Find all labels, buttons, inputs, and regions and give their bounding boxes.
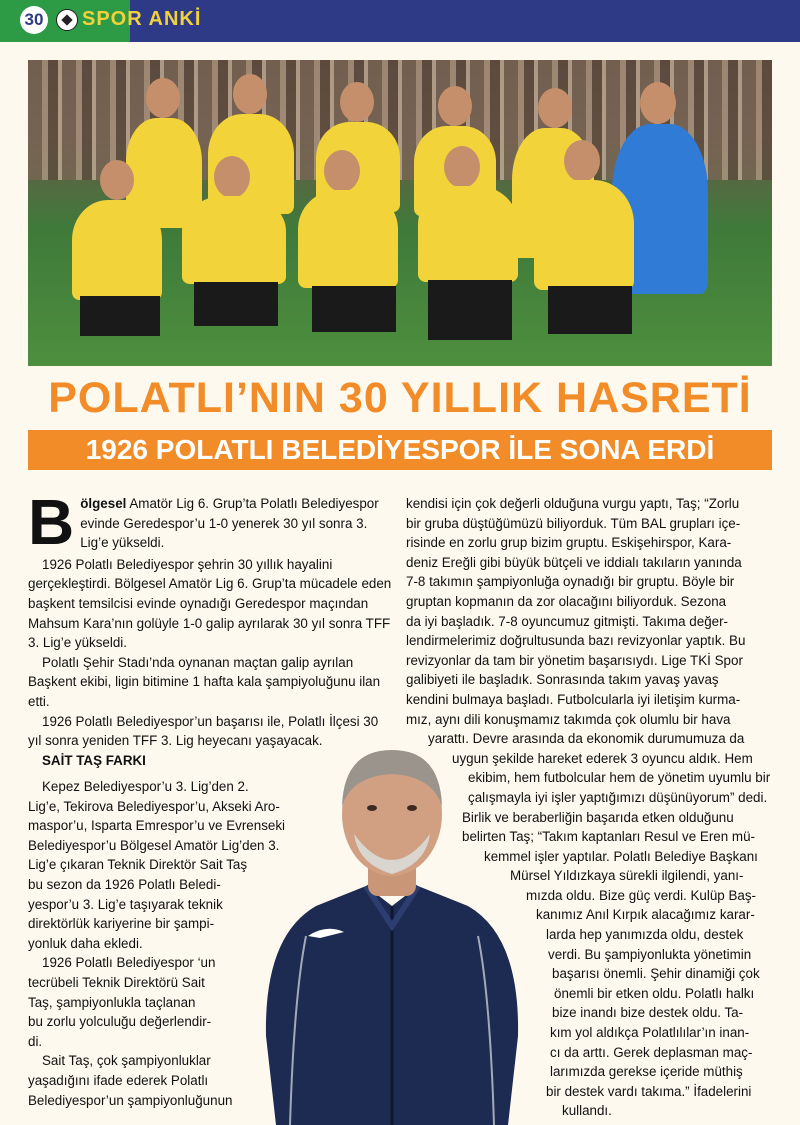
text-line: kım yol aldıkça Polatlılılar’ın inan- [550, 1025, 750, 1041]
text-line: di. [28, 1033, 43, 1049]
text-line: da iyi başladık. 7-8 oyuncumuz gitmişti. Takıma değer- [406, 613, 729, 629]
text-line: mız, aynı dili konuşmamız takımda çok olumlu bir hava [406, 711, 731, 727]
player-head [146, 78, 180, 118]
text-line: tecrübeli Teknik Direktörü Sait [28, 974, 205, 990]
text-line: bu zorlu yolculuğu değerlendir- [28, 1014, 212, 1030]
football-icon [56, 9, 78, 31]
text-line: kanımız Anıl Kırpık alacağımız karar- [536, 907, 755, 923]
text-line: revizyonlar da tam bir yönetim başarısıydı. Lige TKİ Spor [406, 652, 743, 668]
text-line: risinde en zorlu grup bizim gruptu. Eskişehirspor, Kara- [406, 535, 732, 551]
intro-paragraph [28, 486, 392, 558]
coach-photo [246, 736, 538, 1125]
shorts [312, 286, 396, 332]
page-number: 30 [20, 6, 48, 34]
text-line: bir destek vardı takıma.” İfadelerini [546, 1083, 752, 1099]
text-line: önemli bir etken oldu. Polatlı halkı [554, 985, 755, 1001]
paragraph: Polatlı Şehir Stadı’nda oynanan maçtan galip ayrılan Başkent ekibi, ligin bitimine 1 hafta kala şampiyoluğunu ilan etti. [28, 654, 381, 709]
text-line: direktörlük kariyerine bir şampi- [28, 916, 215, 932]
intro-text: Amatör Lig 6. Grup’ta Polatlı Belediyespor evinde Geredespor’u 1-0 yenerek 30 yıl sonra 3. Lig’e yükseldi. [80, 496, 379, 551]
subheading: SAİT TAŞ FARKI [42, 752, 146, 768]
text-line: bu sezon da 1926 Polatlı Beledi- [28, 876, 221, 892]
text-line: larımızda gerekse içeride müthiş [550, 1064, 743, 1080]
text-line: Kepez Belediyespor’u 3. Lig’den 2. [42, 779, 249, 794]
shorts [80, 296, 160, 336]
text-line: başarısı önemli. Şehir dinamiği çok [552, 966, 760, 982]
text-line: Mürsel Yıldızkaya sürekli ilgilendi, yanı- [510, 868, 744, 884]
player-head [100, 160, 134, 200]
text-line: kemmel işler yaptılar. Polatlı Belediye Başkanı [484, 848, 758, 864]
text-line: deniz Ereğli gibi büyük bütçeli ve iddialı takıların yanında [406, 554, 742, 570]
text-line: bir gruba düştüğümüzü biliyorduk. Tüm BAL grupları içe- [406, 515, 741, 531]
team-photo [28, 60, 772, 366]
text-line: kendini bulmaya başladı. Futbolcularla iyi iletişim kurma- [406, 691, 741, 707]
text-line: larda hep yanımızda oldu, destek [546, 927, 744, 943]
text-line: gruptan kopmanın da zor olacağını biliyorduk. Sezona [406, 593, 727, 609]
text-line: maspor’u, Isparta Emrespor’u ve Evrenseki [28, 818, 286, 834]
player [72, 200, 162, 300]
text-line: Lig’e çıkaran Teknik Direktör Sait Taş [28, 857, 248, 873]
text-line: Belediyespor’u Bölgesel Amatör Lig’den 3. [28, 837, 280, 853]
player [298, 190, 398, 288]
text-line: Belediyespor’un şampiyonluğunun [28, 1092, 233, 1108]
coach-eye [407, 805, 417, 811]
player [182, 196, 286, 284]
player-head [233, 74, 267, 114]
text-line: ekibim, hem futbolcular hem de yönetim uyumlu bir [468, 770, 771, 786]
player-head [324, 150, 360, 192]
player-head [214, 156, 250, 198]
player-head [444, 146, 480, 188]
text-line: verdi. Bu şampiyonlukta yönetimin [548, 946, 752, 962]
text-line: galibiyeti ile başladık. Sonrasında takım yavaş yavaş [406, 672, 719, 688]
player-head [564, 140, 600, 182]
text-line: mızda oldu. Bize güç verdi. Kulüp Baş- [526, 887, 756, 903]
text-line: kullandı. [562, 1103, 612, 1119]
text-line: Birlik ve beraberliğin başarıda etken olduğunu [462, 809, 734, 825]
paragraph: 1926 Polatlı Belediyespor şehrin 30 yıllık hayalini gerçekleştirdi. Bölgesel Amatör Lig 6. Grup’ta mücadele eden başkent temsilcisi evinde oynadığı Geredespor maçından Mahsum Kara’nın golüyle 1-0 galip ayrılarak 30 yıl sonra TFF 3. Lig’e yükseldi. [28, 556, 392, 651]
subheadline: 1926 POLATLI BELEDİYESPOR İLE SONA ERDİ [28, 430, 772, 470]
text-line: Taş, şampiyonlukla taçlanan [28, 994, 196, 1010]
text-line: 7-8 takımın şampiyonluğa oynadığı bir gruptu. Böyle bir [406, 574, 735, 590]
player-head [640, 82, 676, 124]
section-title: SPOR ANKİ [82, 8, 202, 30]
text-line: lendirmelerimiz doğrultusunda bazı revizyonlar yaptık. Bu [406, 633, 746, 649]
text-line: bize inandı bize destek oldu. Ta- [552, 1005, 744, 1021]
text-line: cı da arttı. Gerek deplasman maç- [550, 1044, 753, 1060]
intro-bold: ölgesel [80, 496, 127, 511]
text-line: yespor’u 3. Lig’e taşıyarak teknik [28, 896, 223, 912]
player [418, 186, 518, 282]
drop-cap: B [28, 486, 75, 558]
text-line: Sait Taş, çok şampiyonluklar [42, 1053, 211, 1069]
player [534, 180, 634, 290]
text-line: kendisi için çok değerli olduğuna vurgu yaptı, Taş; “Zorlu [406, 496, 740, 511]
player-head [438, 86, 472, 126]
text-line: 1926 Polatlı Belediyespor ‘un [42, 955, 216, 971]
text-line: belirten Taş; “Takım kaptanları Resul ve Eren mü- [462, 829, 755, 845]
shorts [548, 286, 632, 334]
text-line: yonluk daha ekledi. [28, 935, 143, 951]
player-head [538, 88, 572, 128]
headline: POLATLI’NIN 30 YILLIK HASRETİ [48, 374, 752, 422]
text-line: Lig’e, Tekirova Belediyespor’u, Akseki Aro- [28, 798, 280, 814]
text-line: yaşadığını ifade ederek Polatlı [28, 1072, 209, 1088]
left-column [28, 486, 392, 770]
text-line: çalışmayla iyi işler yaptığımızı düşünüyorum” dedi. [468, 789, 768, 805]
coach-eye [367, 805, 377, 811]
player-head [340, 82, 374, 122]
text-line: yarattı. Devre arasında da ekonomik durumumuza da [428, 731, 745, 747]
text-line: uygun şekilde hareket ederek 3 oyuncu aldık. Hem [452, 750, 753, 766]
shorts [428, 280, 512, 340]
top-bar [0, 0, 800, 42]
paragraph: 1926 Polatlı Belediyespor’un başarısı ile, Polatlı İlçesi 30 yıl sonra yeniden TFF 3. Lig heyecanı yaşayacak. [28, 713, 379, 749]
shorts [194, 282, 278, 326]
